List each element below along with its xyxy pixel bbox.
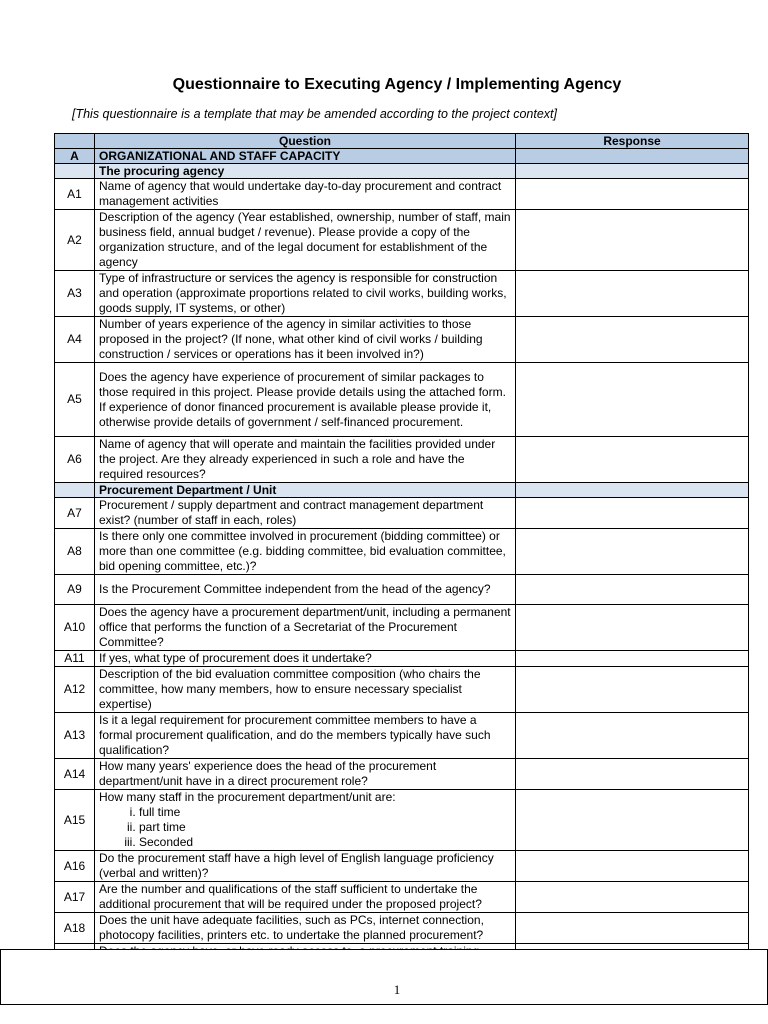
table-row [55, 575, 749, 605]
table-row [55, 651, 749, 667]
table-row [55, 529, 749, 575]
question-cell [95, 759, 516, 790]
question-text: Does the unit have adequate facilities, such as PCs, internet connection, photocopy facilities, printers etc. to undertake the planned procurement? [99, 913, 484, 942]
question-text: Number of years experience of the agency in similar activities to those proposed in the project? (If none, what other kind of civil works / building construction / services or operations has it been involved in?) [99, 317, 483, 361]
response-cell[interactable] [516, 913, 749, 944]
question-text: Procurement / supply department and contract management department exist? (number of staff in each, roles) [99, 498, 484, 527]
response-cell[interactable] [516, 667, 749, 713]
question-cell [95, 271, 516, 317]
question-cell [95, 317, 516, 363]
question-id: A4 [55, 317, 95, 363]
question-cell [95, 605, 516, 651]
subsection-label: Procurement Department / Unit [95, 483, 516, 498]
question-id: A16 [55, 851, 95, 882]
question-id: A13 [55, 713, 95, 759]
question-id: A5 [55, 363, 95, 437]
table-row [55, 271, 749, 317]
question-id: A2 [55, 210, 95, 271]
question-cell [95, 651, 516, 667]
question-id: A14 [55, 759, 95, 790]
question-id: A11 [55, 651, 95, 667]
question-id: A1 [55, 179, 95, 210]
question-cell [95, 851, 516, 882]
response-cell[interactable] [516, 179, 749, 210]
question-cell [95, 575, 516, 605]
question-subitem: iii. Seconded [139, 835, 511, 850]
response-cell[interactable] [516, 210, 749, 271]
question-cell [95, 790, 516, 851]
table-row [55, 913, 749, 944]
question-cell [95, 882, 516, 913]
question-cell [95, 667, 516, 713]
table-row [55, 882, 749, 913]
response-cell[interactable] [516, 759, 749, 790]
response-cell[interactable] [516, 317, 749, 363]
question-text: Description of the agency (Year established, ownership, number of staff, main business field, annual budget / revenue). Please provide a copy of the organization structure, and of the legal document for establishment of the agency [99, 210, 511, 269]
question-text: Type of infrastructure or services the agency is responsible for construction and operation (approximate proportions related to civil works, building works, goods supply, IT systems, or other) [99, 271, 507, 315]
section-response-cell [516, 149, 749, 164]
response-cell[interactable] [516, 605, 749, 651]
question-cell [95, 179, 516, 210]
question-id: A10 [55, 605, 95, 651]
questionnaire-table [54, 133, 749, 975]
table-header-row [55, 134, 749, 149]
response-cell[interactable] [516, 529, 749, 575]
table-row [55, 317, 749, 363]
question-subitem: ii. part time [139, 820, 511, 835]
section-label: ORGANIZATIONAL AND STAFF CAPACITY [95, 149, 516, 164]
response-cell[interactable] [516, 498, 749, 529]
table-row [55, 713, 749, 759]
header-response: Response [516, 134, 749, 149]
response-cell[interactable] [516, 882, 749, 913]
response-cell[interactable] [516, 713, 749, 759]
question-id: A3 [55, 271, 95, 317]
question-subitem: i. full time [139, 805, 511, 820]
question-sublist [99, 805, 511, 850]
question-cell [95, 713, 516, 759]
question-cell [95, 498, 516, 529]
response-cell[interactable] [516, 363, 749, 437]
question-id: A18 [55, 913, 95, 944]
document-subtitle: [This questionnaire is a template that may be amended according to the project context] [72, 107, 557, 121]
subsection-id-cell [55, 483, 95, 498]
table-row [55, 790, 749, 851]
question-cell [95, 529, 516, 575]
question-text: Name of agency that will operate and maintain the facilities provided under the project. Are they already experienced in such a role and have the required resources? [99, 437, 496, 481]
question-id: A7 [55, 498, 95, 529]
question-text: Is there only one committee involved in procurement (bidding committee) or more than one committee (e.g. bidding committee, bid evaluation committee, bid opening committee, etc.)? [99, 529, 506, 573]
response-cell[interactable] [516, 437, 749, 483]
question-text: Description of the bid evaluation committee composition (who chairs the committee, how many members, how to ensure necessary specialist expertise) [99, 667, 481, 711]
section-id: A [55, 149, 95, 164]
page-number: 1 [393, 982, 401, 997]
table-row [55, 851, 749, 882]
response-cell[interactable] [516, 651, 749, 667]
question-cell [95, 210, 516, 271]
table-row [55, 667, 749, 713]
table-row [55, 759, 749, 790]
question-cell [95, 437, 516, 483]
question-text: How many years' experience does the head of the procurement department/unit have in a direct procurement role? [99, 759, 437, 788]
table-row [55, 210, 749, 271]
question-id: A15 [55, 790, 95, 851]
response-cell[interactable] [516, 575, 749, 605]
table-row [55, 605, 749, 651]
question-id: A8 [55, 529, 95, 575]
question-cell [95, 363, 516, 437]
table-row [55, 363, 749, 437]
question-text: Are the number and qualifications of the staff sufficient to undertake the additional procurement that will be required under the proposed project? [99, 882, 482, 911]
subsection-row [55, 483, 749, 498]
subsection-label: The procuring agency [95, 164, 516, 179]
response-cell[interactable] [516, 790, 749, 851]
header-question: Question [95, 134, 516, 149]
question-text: Name of agency that would undertake day-to-day procurement and contract management activities [99, 179, 502, 208]
document-title: Questionnaire to Executing Agency / Implementing Agency [172, 76, 622, 93]
table-row [55, 179, 749, 210]
subsection-id-cell [55, 164, 95, 179]
subsection-row [55, 164, 749, 179]
question-text: Is it a legal requirement for procurement committee members to have a formal procurement qualification, and do the members typically have such qualification? [99, 713, 491, 757]
table-row [55, 498, 749, 529]
question-text: How many staff in the procurement department/unit are: [99, 790, 396, 804]
question-id: A17 [55, 882, 95, 913]
question-text: Is the Procurement Committee independent from the head of the agency? [99, 582, 491, 596]
question-text: Does the agency have experience of procurement of similar packages to those required in this project. Please provide details using the attached form. If experience of donor financed procurement is available please provide it, otherwise provide details of government / self-financed procurement. [99, 369, 506, 429]
response-cell[interactable] [516, 271, 749, 317]
header-id-cell [55, 134, 95, 149]
subsection-response-cell [516, 483, 749, 498]
table-row [55, 437, 749, 483]
response-cell[interactable] [516, 851, 749, 882]
question-text: Do the procurement staff have a high level of English language proficiency (verbal and written)? [99, 851, 494, 880]
question-id: A12 [55, 667, 95, 713]
question-cell [95, 913, 516, 944]
subsection-response-cell [516, 164, 749, 179]
question-text: If yes, what type of procurement does it undertake? [99, 651, 372, 665]
section-row [55, 149, 749, 164]
question-id: A9 [55, 575, 95, 605]
question-text: Does the agency have a procurement department/unit, including a permanent office that performs the function of a Secretariat of the Procurement Committee? [99, 605, 511, 649]
question-id: A6 [55, 437, 95, 483]
